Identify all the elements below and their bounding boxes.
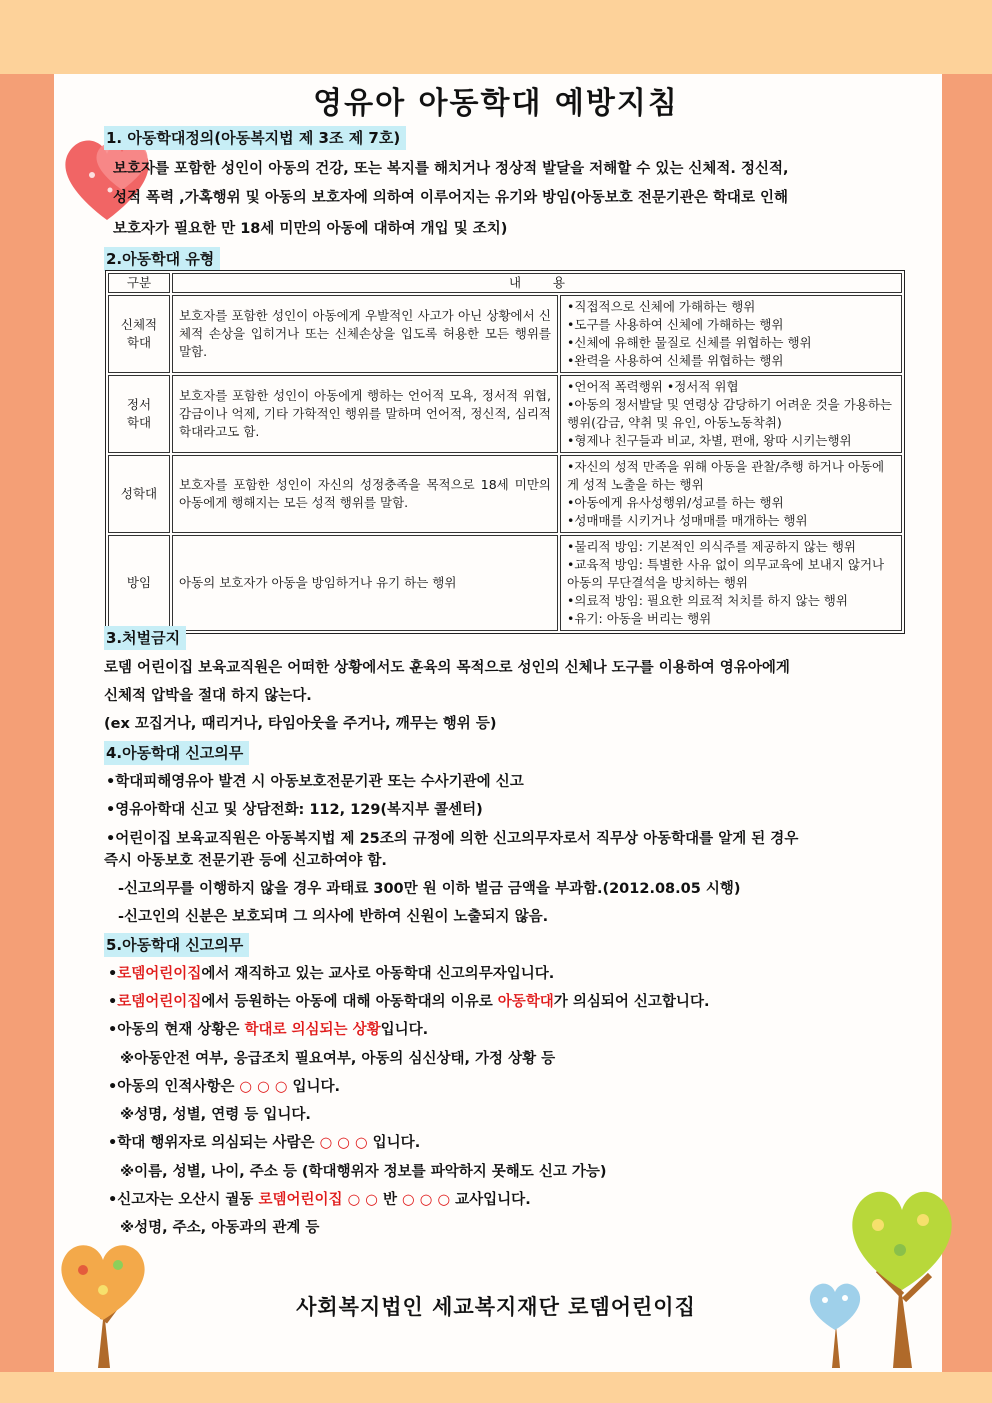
section5-heading: 5.아동학대 신고의무 <box>104 933 249 957</box>
section4-line-5: -신고의무를 이행하지 않을 경우 과태료 300만 원 이하 벌금 금액을 부과함.(2012.08.05 시행) <box>118 881 741 897</box>
text: 에서 등원하는 아동에 대해 아동학대의 이유로 <box>201 994 498 1010</box>
list-item: •언어적 폭력행위 •정서적 위협 <box>567 379 739 394</box>
section4-line-1: •학대피해영유아 발견 시 아동보호전문기관 또는 수사기관에 신고 <box>106 774 524 790</box>
bottom-border-band <box>0 1372 992 1403</box>
list-item: •유기: 아동을 버리는 행위 <box>567 611 712 626</box>
list-item: •아동에게 유사성행위/성교를 하는 행위 <box>567 495 784 510</box>
page-title: 영유아 아동학대 예방지침 <box>313 86 679 121</box>
section2-heading: 2.아동학대 유형 <box>104 247 220 271</box>
text: •신고자는 오산시 궐동 <box>108 1192 259 1208</box>
desc-cell: 보호자를 포함한 성인이 아동에게 행하는 언어적 모욕, 정서적 위협, 감금이나 억제, 기타 가학적인 행위를 말하며 언어적, 정신적, 심리적 학대라고도 함. <box>172 375 558 453</box>
items-cell <box>560 295 902 373</box>
text: 에서 재직하고 있는 교사로 아동학대 신고의무자입니다. <box>201 966 555 982</box>
section5-line-3 <box>108 1018 428 1039</box>
text: • <box>108 966 118 982</box>
desc-cell: 보호자를 포함한 성인이 자신의 성정충족을 목적으로 18세 미만의 아동에게 행해지는 모든 성적 행위를 말함. <box>172 455 558 533</box>
section4-heading: 4.아동학대 신고의무 <box>104 741 249 765</box>
highlight-text: ○ ○ ○ <box>402 1192 451 1208</box>
text: 교사입니다. <box>450 1192 531 1208</box>
text: 반 <box>377 1192 403 1208</box>
section1-heading: 1. 아동학대정의(아동복지법 제 3조 제 7호) <box>104 126 406 150</box>
items-cell <box>560 375 902 453</box>
section3-heading: 3.처벌금지 <box>104 626 186 650</box>
table-row <box>108 535 902 631</box>
highlight-text: 아동학대 <box>497 994 554 1010</box>
list-item: •의료적 방임: 필요한 의료적 처치를 하지 않는 행위 <box>567 593 848 608</box>
section5-line-1 <box>108 962 554 983</box>
highlight-text: ○ ○ ○ <box>239 1079 288 1095</box>
highlight-text: 로뎀어린이집 <box>117 994 202 1010</box>
section4-line-3: •어린이집 보육교직원은 아동복지법 제 25조의 규정에 의한 신고의무자로서 직무상 아동학대를 알게 된 경우 <box>106 831 799 847</box>
type-cell: 정서 학대 <box>108 375 170 453</box>
type-cell: 성학대 <box>108 455 170 533</box>
section1-line-3: 보호자가 필요한 만 18세 미만의 아동에 대하여 개입 및 조치) <box>113 221 508 237</box>
highlight-text: 로뎀어린이집 ○ ○ <box>258 1192 378 1208</box>
section5-line-5 <box>108 1075 340 1096</box>
section5-line-2 <box>108 990 709 1011</box>
section4-line-6: -신고인의 신분은 보호되며 그 의사에 반하여 신원이 노출되지 않음. <box>118 909 549 925</box>
list-item: •신체에 유해한 물질로 신체를 위협하는 행위 <box>567 335 812 350</box>
list-item: •아동의 정서발달 및 연령상 감당하기 어려운 것을 가용하는 행위(감금, 약취 및 유인, 아동노동착취) <box>567 397 892 430</box>
top-border-band <box>0 0 992 74</box>
abuse-types-table <box>105 270 905 634</box>
text: •아동의 현재 상황은 <box>108 1022 245 1038</box>
section4-line-4: 즉시 아동보호 전문기관 등에 신고하여야 함. <box>104 853 387 869</box>
text: 가 의심되어 신고합니다. <box>553 994 710 1010</box>
list-item: •직접적으로 신체에 가해하는 행위 <box>567 299 756 314</box>
section3-line-2: 신체적 압박을 절대 하지 않는다. <box>104 688 312 704</box>
table-header-type: 구분 <box>108 273 170 293</box>
section1-line-1: 보호자를 포함한 성인이 아동의 건강, 또는 복지를 해치거나 정상적 발달을 저해할 수 있는 신체적. 정신적, <box>113 161 789 177</box>
section5-line-7 <box>108 1131 420 1152</box>
section5-line-4: ※아동안전 여부, 응급조치 필요여부, 아동의 심신상태, 가정 상황 등 <box>120 1051 556 1067</box>
section3-line-3: (ex 꼬집거나, 때리거나, 타임아웃을 주거나, 깨무는 행위 등) <box>104 716 497 732</box>
text: 입니다. <box>380 1022 429 1038</box>
table-header-content: 내 용 <box>172 273 902 293</box>
list-item: •교육적 방임: 특별한 사유 없이 의무교육에 보내지 않거나 아동의 무단결석을 방치하는 행위 <box>567 557 885 590</box>
section3-line-1: 로뎀 어린이집 보육교직원은 어떠한 상황에서도 훈육의 목적으로 성인의 신체나 도구를 이용하여 영유아에게 <box>104 660 790 676</box>
type-cell: 방임 <box>108 535 170 631</box>
section5-line-8: ※이름, 성별, 나이, 주소 등 (학대행위자 정보를 파악하지 못해도 신고 가능) <box>120 1164 607 1180</box>
section5-line-6: ※성명, 성별, 연령 등 입니다. <box>120 1107 311 1123</box>
desc-cell: 보호자를 포함한 성인이 아동에게 우발적인 사고가 아닌 상황에서 신체적 손상을 입히거나 또는 신체손상을 입도록 허용한 모든 행위를 말함. <box>172 295 558 373</box>
list-item: •성매매를 시키거나 성매매를 매개하는 행위 <box>567 513 808 528</box>
table-row <box>108 455 902 533</box>
text: 입니다. <box>367 1135 421 1151</box>
items-cell <box>560 455 902 533</box>
text: • <box>108 994 118 1010</box>
list-item: •형제나 친구들과 비교, 차별, 편애, 왕따 시키는행위 <box>567 433 852 448</box>
highlight-text: 학대로 의심되는 상황 <box>244 1022 381 1038</box>
text: •아동의 인적사항은 <box>108 1079 240 1095</box>
table-row <box>108 375 902 453</box>
section1-line-2: 성적 폭력 ,가혹행위 및 아동의 보호자에 의하여 이루어지는 유기와 방임(아동보호 전문기관은 학대로 인해 <box>113 190 789 206</box>
left-border-band <box>0 74 54 1372</box>
items-cell <box>560 535 902 631</box>
highlight-text: 로뎀어린이집 <box>117 966 202 982</box>
list-item: •완력을 사용하여 신체를 위협하는 행위 <box>567 353 784 368</box>
list-item: •도구를 사용하여 신체에 가해하는 행위 <box>567 317 784 332</box>
type-cell: 신체적 학대 <box>108 295 170 373</box>
text: 입니다. <box>287 1079 341 1095</box>
text: •학대 행위자로 의심되는 사람은 <box>108 1135 320 1151</box>
table-row <box>108 295 902 373</box>
footer-organization: 사회복지법인 세교복지재단 로뎀어린이집 <box>296 1295 696 1319</box>
section5-line-9 <box>108 1188 531 1209</box>
highlight-text: ○ ○ ○ <box>319 1135 368 1151</box>
section5-line-10: ※성명, 주소, 아동과의 관계 등 <box>120 1220 320 1236</box>
desc-cell: 아동의 보호자가 아동을 방임하거나 유기 하는 행위 <box>172 535 558 631</box>
list-item: •자신의 성적 만족을 위해 아동을 관찰/추행 하거나 아동에게 성적 노출을 하는 행위 <box>567 459 885 492</box>
list-item: •물리적 방임: 기본적인 의식주를 제공하지 않는 행위 <box>567 539 857 554</box>
section4-line-2: •영유아학대 신고 및 상담전화: 112, 129(복지부 콜센터) <box>106 802 483 818</box>
